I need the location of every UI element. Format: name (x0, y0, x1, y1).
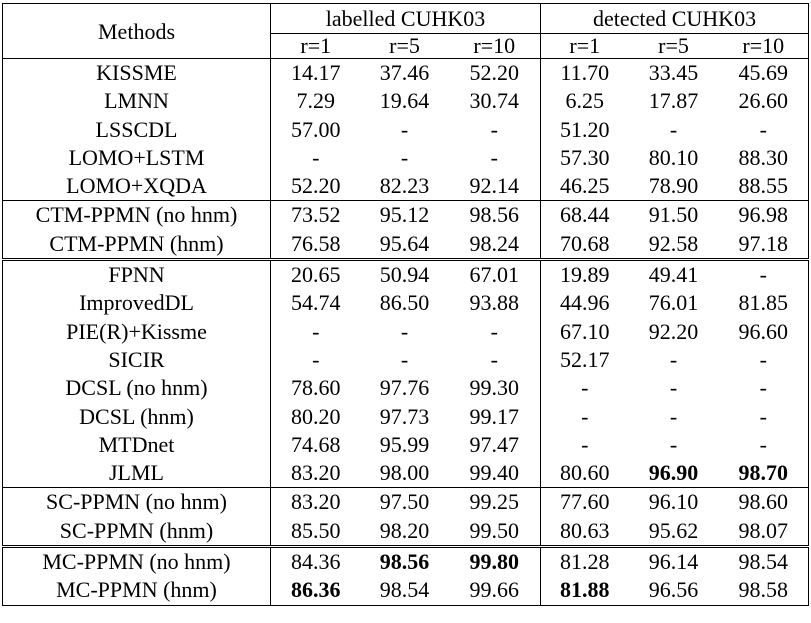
table-row (3, 517, 809, 547)
score-cell: - (581, 375, 589, 401)
score-cell: 57.00 (291, 116, 341, 142)
score-cell: 37.46 (361, 59, 449, 88)
table-row (3, 59, 809, 88)
score-cell: 93.88 (449, 289, 541, 317)
score-cell: 45.69 (719, 59, 809, 88)
score-cell: 74.68 (291, 431, 341, 457)
score-cell: 95.64 (379, 230, 430, 256)
score-cell: - (449, 144, 541, 172)
score-cell: - (312, 318, 320, 344)
score-cell: 96.60 (719, 318, 809, 346)
score-cell: 96.90 (648, 460, 699, 486)
score-cell: 99.50 (449, 517, 541, 547)
score-cell: 81.28 (541, 547, 629, 577)
score-cell: 86.36 (291, 577, 341, 603)
score-cell: 26.60 (719, 87, 809, 115)
score-cell: - (669, 116, 678, 142)
score-cell: 82.23 (379, 173, 430, 199)
table-row (3, 547, 809, 577)
score-cell: 78.90 (648, 173, 699, 199)
method-name-cell: MC-PPMN (hnm) (3, 576, 271, 605)
score-cell: - (400, 144, 409, 170)
rank-header: r=5 (629, 34, 719, 59)
score-cell: - (449, 346, 541, 374)
score-cell: 19.89 (541, 260, 629, 290)
score-cell: 76.01 (648, 290, 699, 316)
score-cell: 68.44 (541, 201, 629, 230)
table-row (3, 116, 809, 144)
score-cell: 97.47 (449, 431, 541, 459)
table-row (3, 172, 809, 201)
score-cell: - (719, 260, 809, 290)
score-cell: 80.63 (560, 517, 610, 543)
score-cell: 50.94 (361, 260, 449, 290)
score-cell: 99.66 (449, 576, 541, 605)
score-cell: 14.17 (271, 59, 361, 88)
table-row (3, 260, 809, 290)
score-cell: 97.50 (361, 488, 449, 517)
score-cell: 83.20 (271, 488, 361, 517)
score-cell: 19.64 (379, 88, 430, 114)
score-cell: 52.20 (449, 59, 541, 88)
score-cell: - (669, 375, 678, 401)
table-row (3, 488, 809, 517)
table-row (3, 201, 809, 230)
score-cell: 7.29 (296, 88, 335, 114)
score-cell: 98.56 (449, 201, 541, 230)
score-cell: - (312, 144, 320, 170)
score-cell: 97.18 (719, 230, 809, 260)
score-cell: 95.62 (648, 517, 699, 543)
table-row (3, 289, 809, 317)
score-cell: 99.17 (449, 403, 541, 431)
score-cell: 92.58 (648, 230, 699, 256)
score-cell: 30.74 (449, 87, 541, 115)
score-cell: - (400, 346, 409, 372)
score-cell: - (400, 116, 409, 142)
score-cell: 96.14 (629, 547, 719, 577)
score-cell: 49.41 (629, 260, 719, 290)
table-row (3, 87, 809, 115)
score-cell: - (719, 403, 809, 431)
rank-header: r=5 (361, 34, 449, 59)
score-cell: 98.58 (719, 576, 809, 605)
rank-header: r=1 (271, 34, 361, 59)
score-cell: 73.52 (271, 201, 361, 230)
score-cell: - (719, 346, 809, 374)
score-cell: 11.70 (541, 59, 629, 88)
score-cell: 86.50 (379, 290, 430, 316)
score-cell: 92.20 (648, 318, 699, 344)
score-cell: 99.30 (449, 374, 541, 402)
score-cell: 96.56 (648, 577, 699, 603)
score-cell: 76.58 (291, 230, 341, 256)
method-name-cell: ImprovedDL (3, 289, 271, 317)
table-row (3, 346, 809, 374)
rank-header: r=1 (541, 34, 629, 59)
score-cell: 88.30 (719, 144, 809, 172)
score-cell: 33.45 (629, 59, 719, 88)
method-name-cell: CTM-PPMN (hnm) (3, 230, 271, 260)
header-row-groups (3, 4, 809, 34)
score-cell: 97.76 (379, 375, 430, 401)
score-cell: 98.20 (379, 517, 430, 543)
score-cell: 97.73 (379, 403, 430, 429)
table-row (3, 459, 809, 488)
score-cell: - (312, 346, 320, 372)
score-cell: 80.10 (648, 144, 699, 170)
score-cell: 17.87 (648, 88, 699, 114)
score-cell: - (719, 116, 809, 144)
method-name-cell: LOMO+XQDA (3, 172, 271, 201)
score-cell: 92.14 (449, 172, 541, 201)
method-name-cell: MC-PPMN (no hnm) (3, 547, 271, 577)
method-name-cell: FPNN (3, 260, 271, 290)
score-cell: - (669, 346, 678, 372)
score-cell: 80.60 (560, 460, 610, 486)
rank-header: r=10 (449, 34, 541, 59)
score-cell: - (719, 431, 809, 459)
method-name-cell: DCSL (hnm) (3, 403, 271, 431)
results-table (2, 3, 809, 606)
score-cell: - (719, 374, 809, 402)
score-cell: 67.01 (449, 260, 541, 290)
table-row (3, 230, 809, 260)
method-name-cell: SICIR (3, 346, 271, 374)
score-cell: 46.25 (560, 173, 610, 199)
score-cell: - (669, 403, 678, 429)
score-cell: 20.65 (271, 260, 361, 290)
methods-header: Methods (3, 4, 271, 59)
method-name-cell: LOMO+LSTM (3, 144, 271, 172)
score-cell: 80.20 (291, 403, 341, 429)
table-row (3, 318, 809, 346)
score-cell: 96.98 (719, 201, 809, 230)
score-cell: - (449, 116, 541, 144)
score-cell: 57.30 (560, 144, 610, 170)
score-cell: 96.10 (629, 488, 719, 517)
method-name-cell: LSSCDL (3, 116, 271, 144)
score-cell: - (669, 431, 678, 457)
method-name-cell: SC-PPMN (no hnm) (3, 488, 271, 517)
score-cell: - (400, 318, 409, 344)
method-name-cell: JLML (3, 459, 271, 488)
table-row (3, 431, 809, 459)
score-cell: 98.54 (379, 577, 430, 603)
score-cell: - (581, 403, 589, 429)
score-cell: 95.99 (379, 431, 430, 457)
score-cell: 98.07 (719, 517, 809, 547)
score-cell: 85.50 (291, 517, 341, 543)
score-cell: 52.20 (291, 173, 341, 199)
score-cell: 70.68 (560, 230, 610, 256)
method-name-cell: PIE(R)+Kissme (3, 318, 271, 346)
score-cell: 95.12 (361, 201, 449, 230)
score-cell: - (581, 431, 589, 457)
rank-header: r=10 (719, 34, 809, 59)
method-name-cell: KISSME (3, 59, 271, 88)
method-name-cell: LMNN (3, 87, 271, 115)
score-cell: 81.85 (719, 289, 809, 317)
score-cell: 84.36 (271, 547, 361, 577)
table-row (3, 403, 809, 431)
score-cell: 52.17 (560, 346, 610, 372)
score-cell: 83.20 (291, 460, 341, 486)
score-cell: 78.60 (291, 375, 341, 401)
score-cell: 6.25 (565, 88, 605, 114)
score-cell: 98.60 (719, 488, 809, 517)
score-cell: 98.00 (379, 460, 430, 486)
score-cell: 98.54 (719, 547, 809, 577)
score-cell: 98.56 (361, 547, 449, 577)
score-cell: 51.20 (560, 116, 610, 142)
score-cell: 98.70 (719, 459, 809, 488)
labelled-cuhk03-header: labelled CUHK03 (271, 4, 541, 34)
method-name-cell: MTDnet (3, 431, 271, 459)
score-cell: 99.40 (449, 459, 541, 488)
table-row (3, 374, 809, 402)
table-row (3, 144, 809, 172)
score-cell: 98.24 (449, 230, 541, 260)
score-cell: - (449, 318, 541, 346)
score-cell: 44.96 (560, 290, 610, 316)
detected-cuhk03-header: detected CUHK03 (541, 4, 809, 34)
results-table-container (2, 3, 808, 606)
score-cell: 99.80 (449, 547, 541, 577)
score-cell: 91.50 (629, 201, 719, 230)
score-cell: 54.74 (291, 290, 341, 316)
score-cell: 99.25 (449, 488, 541, 517)
score-cell: 81.88 (560, 577, 610, 603)
score-cell: 77.60 (541, 488, 629, 517)
method-name-cell: CTM-PPMN (no hnm) (3, 201, 271, 230)
table-row (3, 576, 809, 605)
method-name-cell: DCSL (no hnm) (3, 374, 271, 402)
score-cell: 67.10 (560, 318, 610, 344)
method-name-cell: SC-PPMN (hnm) (3, 517, 271, 547)
score-cell: 88.55 (719, 172, 809, 201)
